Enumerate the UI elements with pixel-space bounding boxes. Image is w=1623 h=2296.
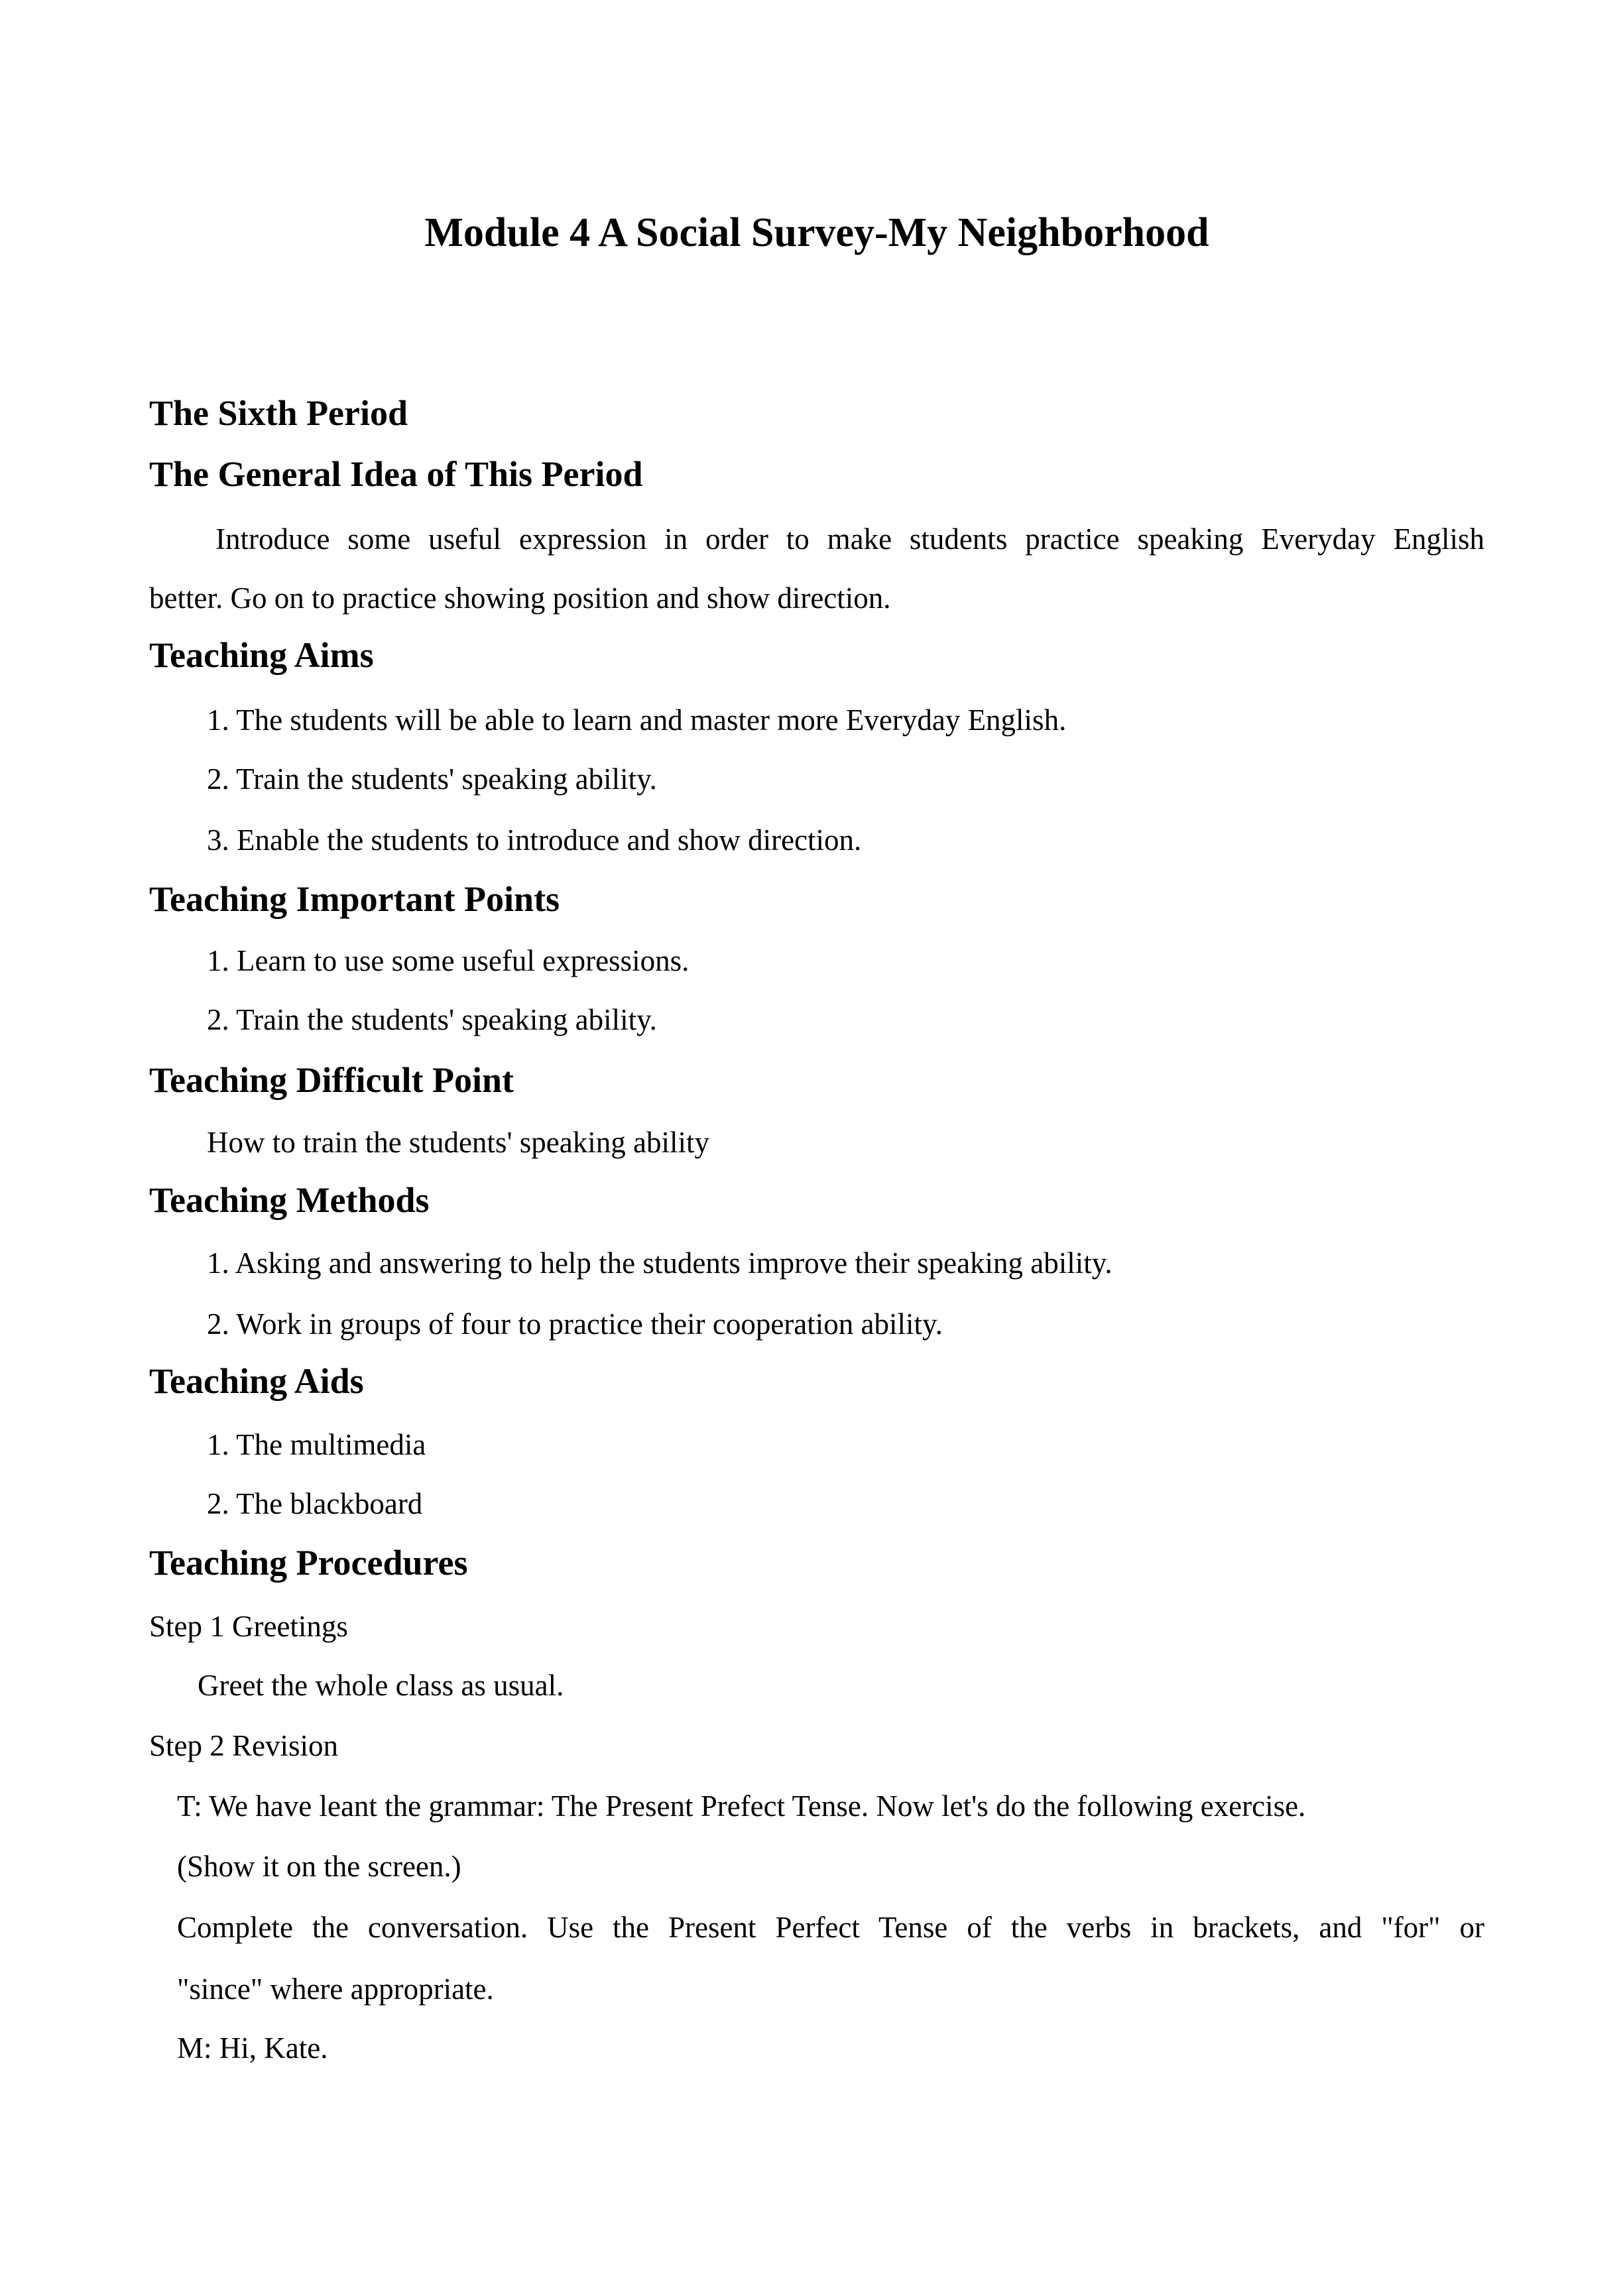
step2-title: Step 2 Revision [149,1729,339,1762]
page-title: Module 4 A Social Survey-My Neighborhood [424,210,1209,255]
period-heading: The Sixth Period [149,393,408,433]
important-point-item: 1. Learn to use some useful expressions. [207,944,690,977]
step1-text: Greet the whole class as usual. [198,1669,564,1702]
step1-title: Step 1 Greetings [149,1610,348,1643]
difficult-point-heading: Teaching Difficult Point [149,1060,514,1100]
general-idea-line: Introduce some useful expression in order to make students practice speaking Everyday English [215,522,1484,556]
step2-line: M: Hi, Kate. [177,2031,328,2065]
method-item: 1. Asking and answering to help the students improve their speaking ability. [207,1246,1112,1280]
general-idea-heading: The General Idea of This Period [149,454,643,494]
step2-line: T: We have leant the grammar: The Present Prefect Tense. Now let's do the following exercise. [177,1789,1306,1823]
general-idea-line: better. Go on to practice showing position and show direction. [149,581,891,615]
teaching-procedures-heading: Teaching Procedures [149,1543,468,1583]
important-points-heading: Teaching Important Points [149,879,560,919]
method-item: 2. Work in groups of four to practice their cooperation ability. [207,1307,943,1341]
aims-item: 3. Enable the students to introduce and show direction. [207,823,862,857]
step2-line: (Show it on the screen.) [177,1850,461,1883]
aid-item: 1. The multimedia [207,1428,426,1461]
aims-item: 1. The students will be able to learn and master more Everyday English. [207,703,1067,737]
teaching-aids-heading: Teaching Aids [149,1361,364,1401]
aid-item: 2. The blackboard [207,1487,423,1520]
important-point-item: 2. Train the students' speaking ability. [207,1003,657,1036]
step2-line: "since" where appropriate. [177,1972,494,2006]
teaching-aims-heading: Teaching Aims [149,635,374,675]
step2-line: Complete the conversation. Use the Present Perfect Tense of the verbs in brackets, and "for" or [177,1911,1484,1944]
teaching-methods-heading: Teaching Methods [149,1180,430,1220]
aims-item: 2. Train the students' speaking ability. [207,762,657,796]
difficult-point-text: How to train the students' speaking ability [207,1126,709,1159]
